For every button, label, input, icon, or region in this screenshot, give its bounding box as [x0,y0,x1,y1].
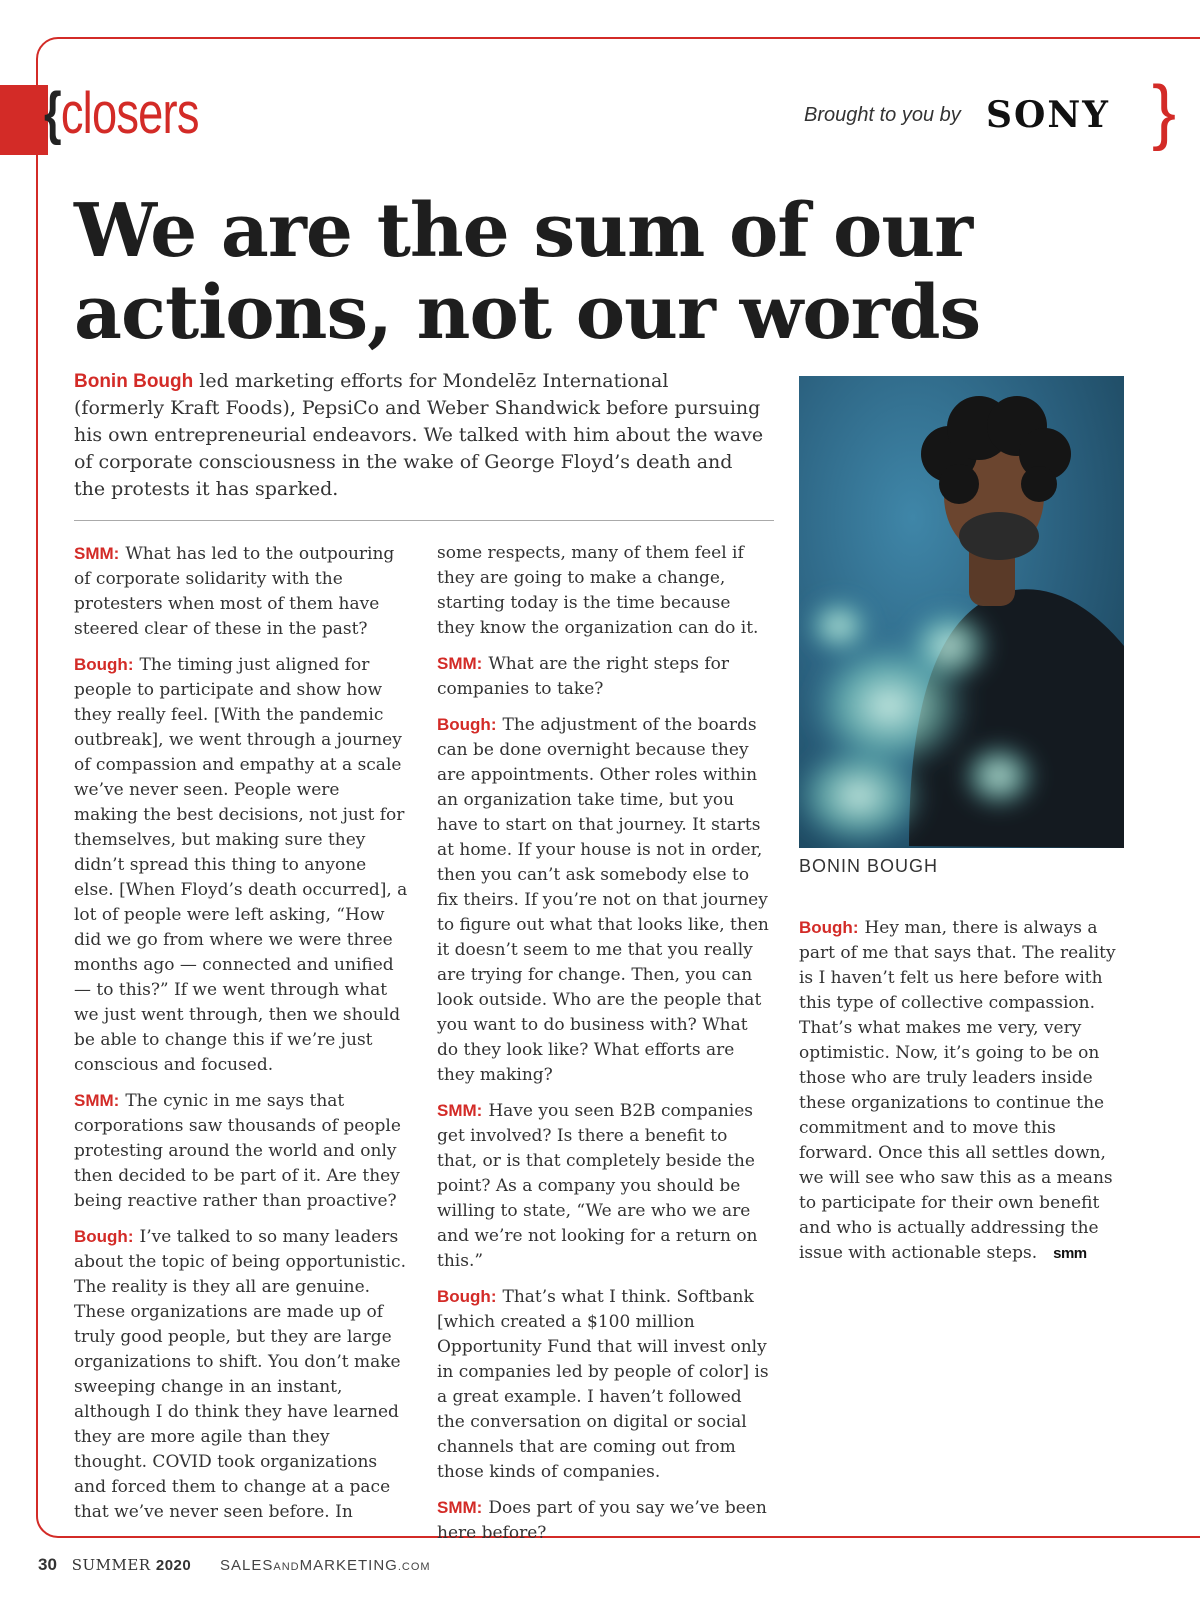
continued-text: some respects, many of them feel if they are going to make a change, starting today is the time because they know the organization can do it. [437,543,759,638]
qa-text: Hey man, there is always a part of me that says that. The reality is I haven’t felt us here before with this type of collective compassion. That’s what makes me very, very optimistic. Now, it’s going to be on those who are truly leaders inside these organizations to continue the commitment and to move this forward. Once this all settles down, we will see who saw this as a means to participate for their own benefit and who is actually addressing the issue with actionable steps. [799,918,1116,1263]
section-label: {closers [44,81,199,146]
headline-line-2: actions, not our words [74,270,981,356]
qa-paragraph [437,712,771,1088]
column-1 [74,541,408,1535]
end-mark: smm [1053,1245,1087,1262]
column-3 [799,915,1129,1276]
qa-paragraph [437,651,771,702]
qa-text: The adjustment of the boards can be done overnight because they are appointments. Other roles within an organization take time, but you have to start on that journey. It starts at home. If your house is not in order, then you can’t ask somebody else to fix theirs. If you’re not on that journey to figure out what that looks like, then it doesn’t seem to me that you really are trying for change. Then, you can look outside. Who are the people that you want to do business with? What do they look like? What efforts are they making? [437,715,769,1085]
column-2 [437,541,771,1556]
qa-paragraph [74,541,408,642]
qa-paragraph [437,1284,771,1485]
sponsor-line [804,104,961,127]
sony-logo: SONY [986,94,1110,136]
section-tab [0,85,48,155]
issue-season: SUMMER [71,1556,151,1574]
closing-brace-icon: } [1152,72,1177,152]
qa-text: Does part of you say we’ve been here before? [437,1498,767,1543]
issue-year: 2020 [155,1557,192,1574]
speaker-label: Bough: [437,715,497,734]
qa-paragraph [74,1224,408,1525]
qa-paragraph [74,1088,408,1214]
speaker-label: SMM: [74,1091,120,1110]
qa-text: I’ve talked to so many leaders about the topic of being opportunistic. The reality is they all are genuine. These organizations are made up of truly good people, but they are large organizations to shift. You don’t make sweeping change in an instant, although I do think they have learned they are more agile than they thought. COVID took organizations and forced them to change at a pace that we’ve never seen before. In [74,1227,406,1522]
speaker-label: Bough: [437,1287,497,1306]
qa-paragraph [74,652,408,1078]
qa-text: What are the right steps for companies to take? [437,654,730,699]
qa-text: The timing just aligned for people to participate and show how they really feel. [With the pandemic outbreak], we went through a journey of compassion and empathy at a scale we’ve never seen. People were making the best decisions, not just for themselves, but making sure they didn’t spread this thing to anyone else. [When Floyd’s death occurred], a lot of people were left asking, “How did we go from where we were three months ago — connected and unified — to this?” If we went through what we just went through, then we should be able to change this if we’re just conscious and focused. [74,655,408,1075]
speaker-label: SMM: [74,544,120,563]
issue-date [72,1556,192,1574]
headline-line-1: We are the sum of our [74,188,973,274]
qa-text: What has led to the outpouring of corporate solidarity with the protesters when most of them have steered clear of these in the past? [74,544,395,639]
page-number: 30 [38,1555,57,1574]
qa-paragraph [437,1495,771,1546]
qa-paragraph [437,1098,771,1274]
sponsor-text: Brought to you by [804,104,961,126]
intro-paragraph [74,368,764,503]
qa-text: Have you seen B2B companies get involved? Is there a benefit to that, or is that completely beside the point? As a company you should be willing to state, “We are who we are and we’re not looking for a return on this.” [437,1101,758,1271]
photo-caption: BONIN BOUGH [799,856,939,876]
qa-text: That’s what I think. Softbank [which created a $100 million Opportunity Fund that will invest only in companies led by people of color] is a great example. I haven’t followed the conversation on digital or social channels that are coming out from those kinds of companies. [437,1287,769,1482]
divider [74,520,774,521]
speaker-label: Bough: [74,1227,134,1246]
qa-text: The cynic in me says that corporations saw thousands of people protesting around the world and only then decided to be part of it. Are they being reactive rather than proactive? [74,1091,401,1211]
speaker-label: Bough: [74,655,134,674]
intro-name: Bonin Bough [74,371,194,392]
headline [74,190,1074,354]
qa-paragraph [799,915,1129,1266]
speaker-label: SMM: [437,654,483,673]
site-name: SALESANDMARKETING.COM [220,1557,431,1574]
speaker-label: SMM: [437,1101,483,1120]
speaker-label: SMM: [437,1498,483,1517]
page-footer [38,1555,431,1575]
portrait-photo [799,376,1124,848]
speaker-label: Bough: [799,918,859,937]
portrait-photo-graphic [799,376,1124,848]
intro-text: led marketing efforts for Mondelēz International (formerly Kraft Foods), PepsiCo and Weber Shandwick before pursuing his own entrepreneurial endeavors. We talked with him about the wave of corporate consciousness in the wake of George Floyd’s death and the protests it has sparked. [74,370,764,500]
